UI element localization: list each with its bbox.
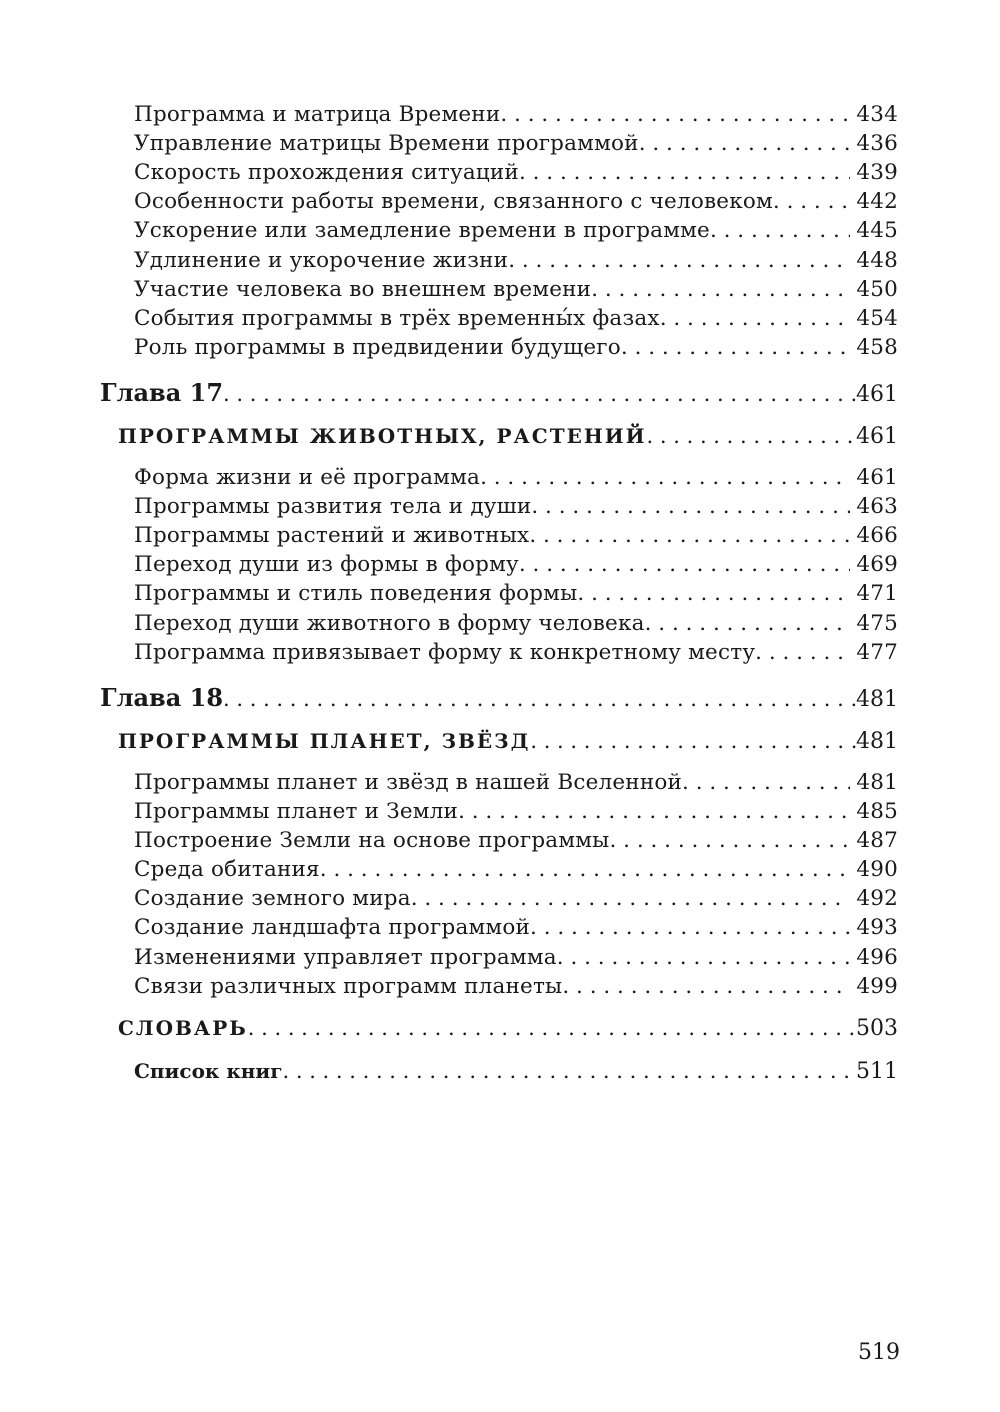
toc-entry [134, 828, 898, 853]
leader-dots [639, 131, 851, 156]
toc-entry-page: 490 [856, 857, 898, 882]
section-page: 481 [856, 729, 898, 754]
toc-entry-page: 499 [856, 974, 898, 999]
toc-entry [134, 189, 898, 214]
toc-entry [134, 335, 898, 360]
toc-entry [134, 523, 898, 548]
section-title: ПРОГРАММЫ ПЛАНЕТ, ЗВЁЗД [118, 729, 531, 753]
leader-dots [773, 189, 850, 214]
toc-entry-page: 434 [856, 102, 898, 127]
toc-entry [134, 102, 898, 127]
toc-entry [134, 277, 898, 302]
toc-entry-page: 469 [856, 552, 898, 577]
leader-dots [660, 306, 851, 331]
toc-entry [134, 306, 898, 331]
leader-dots [682, 770, 850, 795]
leader-dots [610, 828, 851, 853]
leader-dots [283, 1059, 857, 1083]
leader-dots [223, 379, 856, 407]
toc-entry [134, 131, 898, 156]
toc-entry-page: 463 [856, 494, 898, 519]
chapter-page: 481 [856, 687, 898, 712]
leader-dots [530, 729, 856, 753]
leader-dots [530, 915, 850, 940]
section-page: 503 [856, 1016, 898, 1041]
toc-entry-page: 475 [856, 611, 898, 636]
leader-dots [508, 248, 850, 273]
toc-entry-title: Создание ландшафта программой [134, 915, 531, 940]
toc-entry [134, 886, 898, 911]
leader-dots [562, 974, 850, 999]
toc-entry-title: Программы планет и звёзд в нашей Вселенной [134, 770, 683, 795]
toc-entry-title: Роль программы в предвидении будущего [134, 335, 621, 360]
section-title: СЛОВАРЬ [118, 1016, 248, 1040]
toc-entry-title: Связи различных программ планеты [134, 974, 563, 999]
leader-dots [223, 684, 856, 712]
toc-entry-title: Переход души животного в форму человека [134, 611, 645, 636]
toc-entry [134, 974, 898, 999]
toc-entry [134, 857, 898, 882]
leader-dots [480, 465, 850, 490]
leader-dots [755, 640, 850, 665]
books-page: 511 [856, 1059, 898, 1084]
toc-entry-title: Среда обитания [134, 857, 320, 882]
leader-dots [519, 160, 850, 185]
toc-entry-page: 454 [856, 306, 898, 331]
leader-dots [621, 335, 850, 360]
toc-entry-title: Переход души из формы в форму [134, 552, 519, 577]
leader-dots [557, 945, 851, 970]
toc-entry-title: Скорость прохождения ситуаций [134, 160, 519, 185]
toc-entry-title: Программы растений и животных [134, 523, 530, 548]
toc-entry-page: 436 [856, 131, 898, 156]
toc-entry-page: 442 [856, 189, 898, 214]
toc-entry [134, 611, 898, 636]
toc-entry-title: Особенности работы времени, связанного с человеком [134, 189, 773, 214]
toc-chapter [100, 683, 898, 712]
leader-dots [531, 494, 850, 519]
leader-dots [591, 277, 850, 302]
toc-entry-page: 481 [856, 770, 898, 795]
toc-entry-title: Форма жизни и её программа [134, 465, 481, 490]
toc-entry-page: 461 [856, 465, 898, 490]
section-page: 461 [856, 424, 898, 449]
toc-entry-title: Программы планет и Земли [134, 799, 459, 824]
toc-entry [134, 640, 898, 665]
toc-entry-page: 439 [856, 160, 898, 185]
leader-dots [500, 102, 850, 127]
toc-entry [134, 465, 898, 490]
chapter-page: 461 [856, 382, 898, 407]
toc-entry [134, 494, 898, 519]
toc-entry-title: События программы в трёх временны́х фазах [134, 306, 660, 331]
leader-dots [248, 1016, 856, 1040]
leader-dots [710, 218, 850, 243]
toc-entry-page: 471 [856, 581, 898, 606]
toc-entry [134, 581, 898, 606]
toc-section [118, 729, 898, 754]
chapter-title: Глава 17 [100, 378, 224, 407]
toc-entry-page: 458 [856, 335, 898, 360]
books-title: Список книг [134, 1059, 283, 1083]
toc-entry [134, 218, 898, 243]
leader-dots [577, 581, 850, 606]
toc-entry [134, 552, 898, 577]
leader-dots [320, 857, 851, 882]
toc-entry-title: Удлинение и укорочение жизни [134, 248, 509, 273]
toc-books [134, 1059, 898, 1084]
toc-entry-title: Ускорение или замедление времени в программе [134, 218, 710, 243]
toc-entry-page: 496 [856, 945, 898, 970]
toc-entry-title: Участие человека во внешнем времени [134, 277, 592, 302]
toc-entry-title: Управление матрицы Времени программой [134, 131, 639, 156]
section-title: ПРОГРАММЫ ЖИВОТНЫХ, РАСТЕНИЙ [118, 424, 647, 448]
leader-dots [645, 611, 851, 636]
leader-dots [458, 799, 850, 824]
leader-dots [529, 523, 850, 548]
toc-entry [134, 915, 898, 940]
toc-entry-title: Построение Земли на основе программы [134, 828, 610, 853]
toc-entry-title: Программа привязывает форму к конкретному месту [134, 640, 756, 665]
chapter-title: Глава 18 [100, 683, 224, 712]
toc-entry-title: Создание земного мира [134, 886, 411, 911]
toc-entry-title: Изменениями управляет программа [134, 945, 557, 970]
toc-entry [134, 248, 898, 273]
toc-entry [134, 770, 898, 795]
toc-entry-page: 448 [856, 248, 898, 273]
toc-section [118, 424, 898, 449]
toc-entry-page: 493 [856, 915, 898, 940]
page-number: 519 [858, 1340, 900, 1365]
toc-entry-page: 466 [856, 523, 898, 548]
toc-entry [134, 799, 898, 824]
toc-entry-page: 487 [856, 828, 898, 853]
toc-entry-page: 477 [856, 640, 898, 665]
toc-entry-page: 485 [856, 799, 898, 824]
toc-entry-title: Программа и матрица Времени [134, 102, 501, 127]
toc-chapter [100, 378, 898, 407]
toc-section [118, 1016, 898, 1041]
leader-dots [647, 424, 856, 448]
toc-entry-page: 450 [856, 277, 898, 302]
leader-dots [411, 886, 851, 911]
toc-entry-page: 445 [856, 218, 898, 243]
toc-entry [134, 945, 898, 970]
toc-entry-title: Программы развития тела и души [134, 494, 532, 519]
toc-entry-title: Программы и стиль поведения формы [134, 581, 578, 606]
toc-entry-page: 492 [856, 886, 898, 911]
toc-entry [134, 160, 898, 185]
leader-dots [519, 552, 850, 577]
